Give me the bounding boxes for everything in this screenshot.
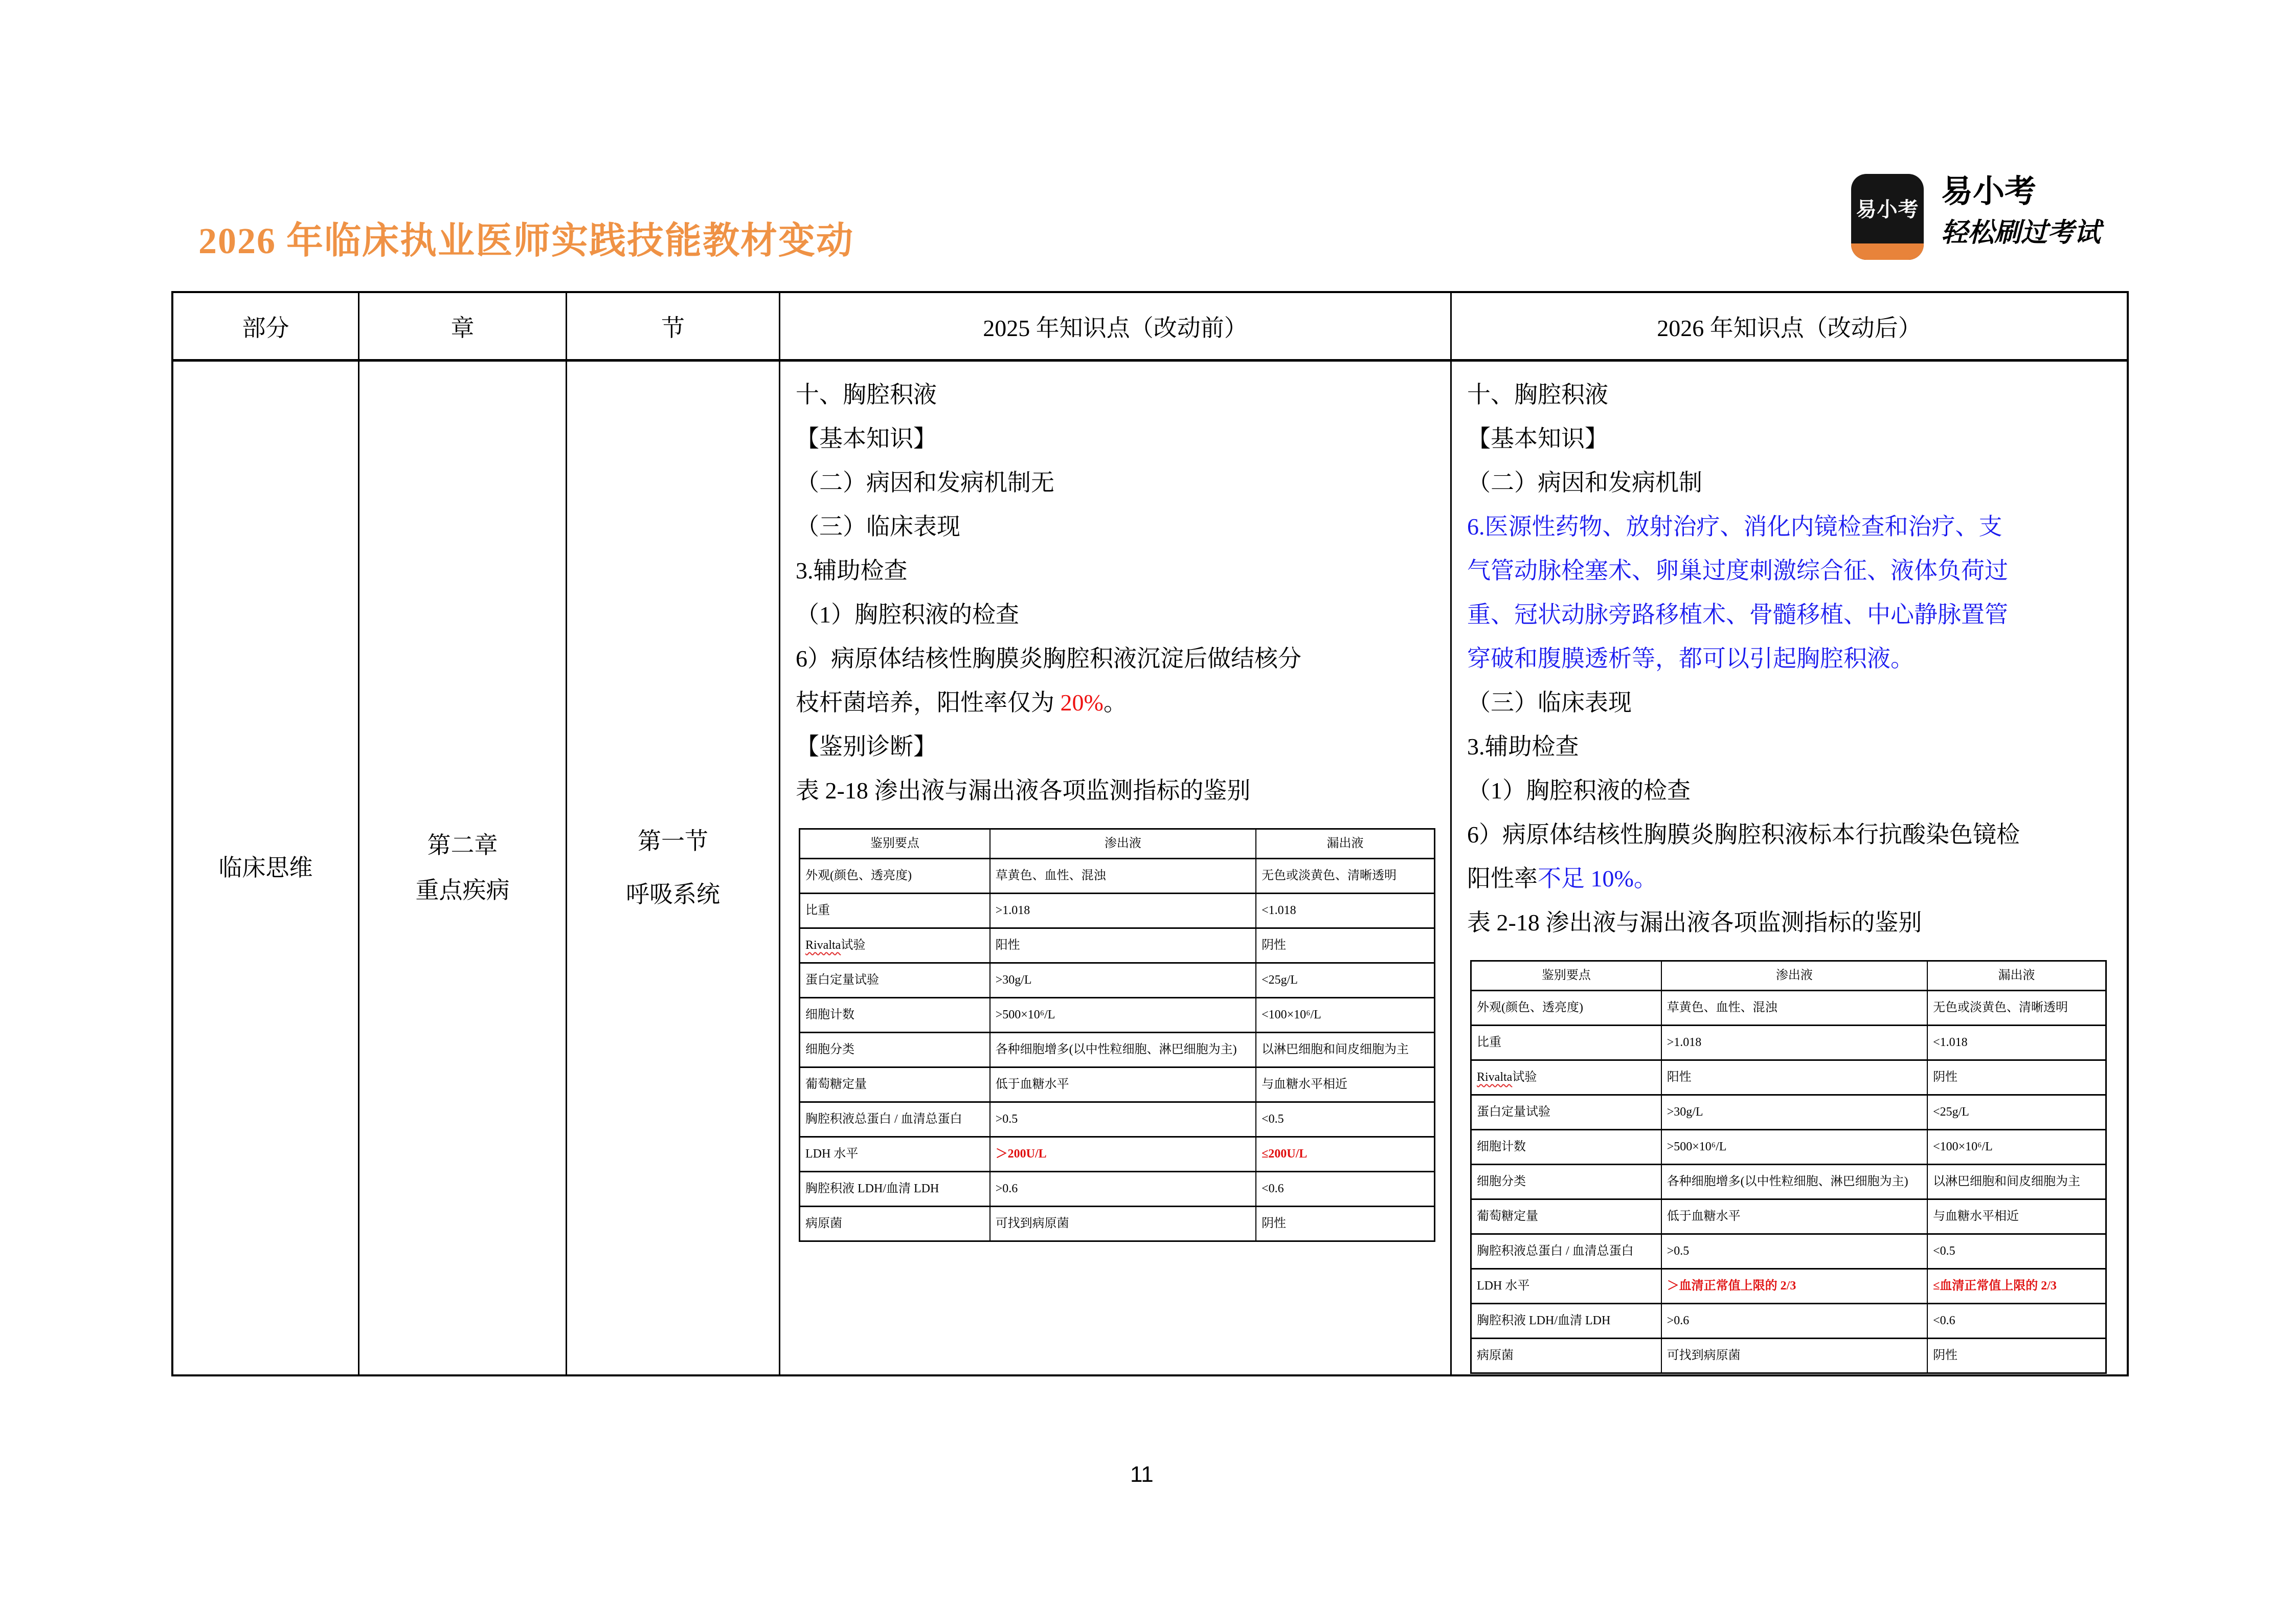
page-title: 2026 年临床执业医师实践技能教材变动 [198, 220, 854, 261]
text-line: 【基本知识】 [796, 426, 937, 452]
added-text-line: 气管动脉栓塞术、卵巢过度刺激综合征、液体负荷过 [1467, 558, 2008, 584]
highlighted-value: 20% [1060, 689, 1104, 716]
brand-logo-label: 易小考 [1856, 198, 1919, 221]
subtable-cell: 蛋白定量试验 [800, 964, 991, 997]
text-segment: 试验 [841, 939, 866, 952]
subtable-header: 渗出液 [991, 830, 1256, 858]
page-number: 11 [1130, 1462, 1154, 1487]
header-section: 节 [567, 293, 780, 359]
subtable-header-row [1472, 962, 2105, 990]
subtable-cell: <0.5 [1933, 1244, 1955, 1258]
subtable-cell: <1.018 [1933, 1036, 1968, 1049]
subtable-cell: 胸腔积液 LDH/血清 LDH [800, 1172, 991, 1206]
header-chapter: 章 [359, 293, 567, 359]
subtable-cell: <0.5 [1262, 1113, 1284, 1126]
cell-chapter [359, 362, 567, 1374]
subtable-cell: 阴性 [1933, 1071, 1958, 1084]
subtable-header: 渗出液 [1662, 962, 1928, 990]
subtable-cell: 外观(颜色、透亮度) [800, 859, 991, 893]
subtable-cell-highlight: ＞200U/L [991, 1138, 1256, 1171]
subtable-cell [1472, 1061, 1662, 1094]
subtable-cell: 无色或淡黄色、清晰透明 [1262, 869, 1397, 882]
table-header-row [173, 293, 2127, 362]
subtable-row [1472, 1129, 2105, 1164]
subtable-cell: >0.5 [991, 1103, 1256, 1136]
subtable-cell-highlight: ＞血清正常值上限的 2/3 [1662, 1270, 1928, 1303]
subtable-row [1472, 1094, 2105, 1129]
subtable-cell: 比重 [1472, 1026, 1662, 1059]
section-line1: 第一节 [638, 828, 708, 854]
subtable-cell: 病原菌 [1472, 1339, 1662, 1372]
cell-section [567, 362, 780, 1374]
subtable-row-ldh [1472, 1268, 2105, 1303]
chapter-line2: 重点疾病 [415, 877, 510, 903]
text-line: 十、胸腔积液 [796, 382, 937, 408]
subtable-cell: 与血糖水平相近 [1933, 1210, 2019, 1223]
subtable-cell: 细胞计数 [800, 998, 991, 1032]
text-line: （二）病因和发病机制无 [796, 470, 1054, 496]
text-line: 6）病原体结核性胸膜炎胸腔积液沉淀后做结核分 [796, 646, 1301, 672]
rivalta-word: Rivalta [1477, 1071, 1513, 1084]
subtable-row [800, 1101, 1434, 1136]
subtable-cell: 胸腔积液总蛋白 / 血清总蛋白 [1472, 1235, 1662, 1268]
subtable-cell: 病原菌 [800, 1207, 991, 1240]
subtable-row [800, 1032, 1434, 1066]
brand-block [1851, 174, 2101, 260]
subtable-row [1472, 1059, 2105, 1094]
cell-2026-after [1452, 362, 2127, 1374]
subtable-cell: 阴性 [1262, 939, 1287, 952]
subtable-cell: 比重 [800, 894, 991, 927]
subtable-header: 鉴别要点 [800, 830, 991, 858]
subtable-cell: >1.018 [1662, 1026, 1928, 1059]
text-line: （二）病因和发病机制 [1467, 470, 1702, 496]
text-line: 【鉴别诊断】 [796, 733, 937, 760]
header-2025-before: 2025 年知识点（改动前） [780, 293, 1452, 359]
subtable-header: 漏出液 [1326, 837, 1364, 850]
brand-name: 易小考 [1941, 174, 2037, 209]
subtable-row [1472, 990, 2105, 1025]
subtable-cell: 阴性 [1262, 1217, 1287, 1230]
comparison-subtable-2026 [1470, 960, 2107, 1374]
subtable-cell: >500×10⁶/L [1662, 1130, 1928, 1164]
subtable-cell: 草黄色、血性、混浊 [991, 859, 1256, 893]
subtable-header: 漏出液 [1998, 969, 2035, 982]
text-line: 3.辅助检查 [796, 558, 908, 584]
subtable-row [800, 962, 1434, 997]
subtable-cell: 以淋巴细胞和间皮细胞为主 [1262, 1043, 1409, 1056]
subtable-cell: 细胞分类 [800, 1033, 991, 1066]
subtable-cell: <100×10⁶/L [1262, 1008, 1321, 1021]
subtable-cell: >0.5 [1662, 1235, 1928, 1268]
table-body-row [173, 362, 2127, 1374]
subtable-cell: 葡萄糖定量 [1472, 1200, 1662, 1233]
subtable-cell: <25g/L [1933, 1105, 1969, 1119]
subtable-cell: >1.018 [991, 894, 1256, 927]
added-value: 不足 10%。 [1538, 865, 1657, 892]
text-line: 十、胸腔积液 [1467, 382, 1608, 408]
brand-words [1941, 174, 2101, 249]
change-log-table [171, 291, 2129, 1376]
subtable-row [1472, 1303, 2105, 1338]
subtable-cell: 葡萄糖定量 [800, 1068, 991, 1101]
text-segment: 阳性率 [1467, 865, 1538, 892]
subtable-cell: >30g/L [991, 964, 1256, 997]
subtable-cell: 可找到病原菌 [1662, 1339, 1928, 1372]
subtable-row-ldh [800, 1136, 1434, 1171]
subtable-cell: 胸腔积液总蛋白 / 血清总蛋白 [800, 1103, 991, 1136]
text-line: （三）临床表现 [1467, 689, 1632, 716]
subtable-cell: >0.6 [991, 1172, 1256, 1206]
subtable-cell: 胸腔积液 LDH/血清 LDH [1472, 1304, 1662, 1338]
subtable-cell: 各种细胞增多(以中性粒细胞、淋巴细胞为主) [1662, 1165, 1928, 1198]
subtable-cell: <1.018 [1262, 904, 1296, 917]
text-segment: 试验 [1512, 1071, 1537, 1084]
subtable-cell: 外观(颜色、透亮度) [1472, 991, 1662, 1025]
subtable-cell: <0.6 [1262, 1182, 1284, 1195]
subtable-row [1472, 1338, 2105, 1372]
subtable-cell: 阳性 [991, 929, 1256, 962]
subtable-cell: <0.6 [1933, 1314, 1955, 1327]
header-2026-after: 2026 年知识点（改动后） [1657, 315, 1922, 341]
subtable-cell: 可找到病原菌 [991, 1207, 1256, 1240]
comparison-subtable-2025 [799, 828, 1435, 1242]
subtable-cell: 以淋巴细胞和间皮细胞为主 [1933, 1175, 2081, 1188]
added-text-line: 6.医源性药物、放射治疗、消化内镜检查和治疗、支 [1467, 514, 2002, 540]
subtable-row [1472, 1164, 2105, 1198]
text-segment: 。 [1103, 689, 1127, 716]
subtable-cell: LDH 水平 [800, 1138, 991, 1171]
text-line: （三）临床表现 [796, 514, 960, 540]
subtable-cell: 低于血糖水平 [991, 1068, 1256, 1101]
subtable-cell: 阴性 [1933, 1349, 1958, 1362]
added-text-line: 穿破和腹膜透析等，都可以引起胸腔积液。 [1467, 646, 1914, 672]
text-line [796, 681, 1435, 725]
subtable-row [800, 1066, 1434, 1101]
subtable-header: 鉴别要点 [1472, 962, 1662, 990]
subtable-cell: 无色或淡黄色、清晰透明 [1933, 1001, 2068, 1014]
subtable-cell: 低于血糖水平 [1662, 1200, 1928, 1233]
rivalta-word: Rivalta [805, 939, 841, 952]
header-part: 部分 [173, 293, 359, 359]
subtable-cell: 蛋白定量试验 [1472, 1096, 1662, 1129]
text-line [1467, 857, 2111, 901]
subtable-cell: >500×10⁶/L [991, 998, 1256, 1032]
text-line: （1）胸腔积液的检查 [796, 602, 1019, 628]
text-line: 表 2-18 渗出液与漏出液各项监测指标的鉴别 [796, 777, 1251, 804]
cell-part [173, 362, 359, 1374]
brand-logo-icon [1851, 174, 1924, 260]
subtable-cell: 细胞分类 [1472, 1165, 1662, 1198]
subtable-cell: 阳性 [1662, 1061, 1928, 1094]
subtable-row [800, 927, 1434, 962]
subtable-row [1472, 1233, 2105, 1268]
subtable-cell: 草黄色、血性、混浊 [1662, 991, 1928, 1025]
subtable-row [800, 858, 1434, 893]
brand-tagline: 轻松刷过考试 [1941, 218, 2101, 248]
subtable-row [1472, 1198, 2105, 1233]
subtable-cell-highlight: ≤血清正常值上限的 2/3 [1933, 1279, 2057, 1293]
text-line: 表 2-18 渗出液与漏出液各项监测指标的鉴别 [1467, 909, 1922, 936]
subtable-header-row [800, 830, 1434, 858]
section-line2: 呼吸系统 [626, 881, 720, 907]
subtable-cell: LDH 水平 [1472, 1270, 1662, 1303]
text-line: 【基本知识】 [1467, 426, 1608, 452]
subtable-row [800, 1206, 1434, 1240]
cell-2025-before [780, 362, 1452, 1374]
subtable-cell-highlight: ≤200U/L [1262, 1147, 1308, 1161]
subtable-cell [800, 929, 991, 962]
text-line: 3.辅助检查 [1467, 733, 1579, 760]
subtable-cell: <25g/L [1262, 973, 1298, 987]
subtable-row [1472, 1025, 2105, 1059]
text-line: （1）胸腔积液的检查 [1467, 777, 1691, 804]
subtable-row [800, 893, 1434, 927]
part-label: 临床思维 [218, 855, 313, 881]
chapter-line1: 第二章 [427, 832, 498, 858]
brand-logo-orange-strip [1851, 243, 1924, 260]
text-segment: 枝杆菌培养，阳性率仅为 [796, 689, 1061, 716]
subtable-row [800, 1171, 1434, 1206]
subtable-cell: <100×10⁶/L [1933, 1140, 1993, 1153]
subtable-cell: 与血糖水平相近 [1262, 1078, 1348, 1091]
subtable-row [800, 997, 1434, 1032]
text-line: 6）病原体结核性胸膜炎胸腔积液标本行抗酸染色镜检 [1467, 821, 2020, 848]
subtable-cell: >0.6 [1662, 1304, 1928, 1338]
subtable-cell: 细胞计数 [1472, 1130, 1662, 1164]
added-text-line: 重、冠状动脉旁路移植术、骨髓移植、中心静脉置管 [1467, 602, 2008, 628]
subtable-cell: 各种细胞增多(以中性粒细胞、淋巴细胞为主) [991, 1033, 1256, 1066]
subtable-cell: >30g/L [1662, 1096, 1928, 1129]
